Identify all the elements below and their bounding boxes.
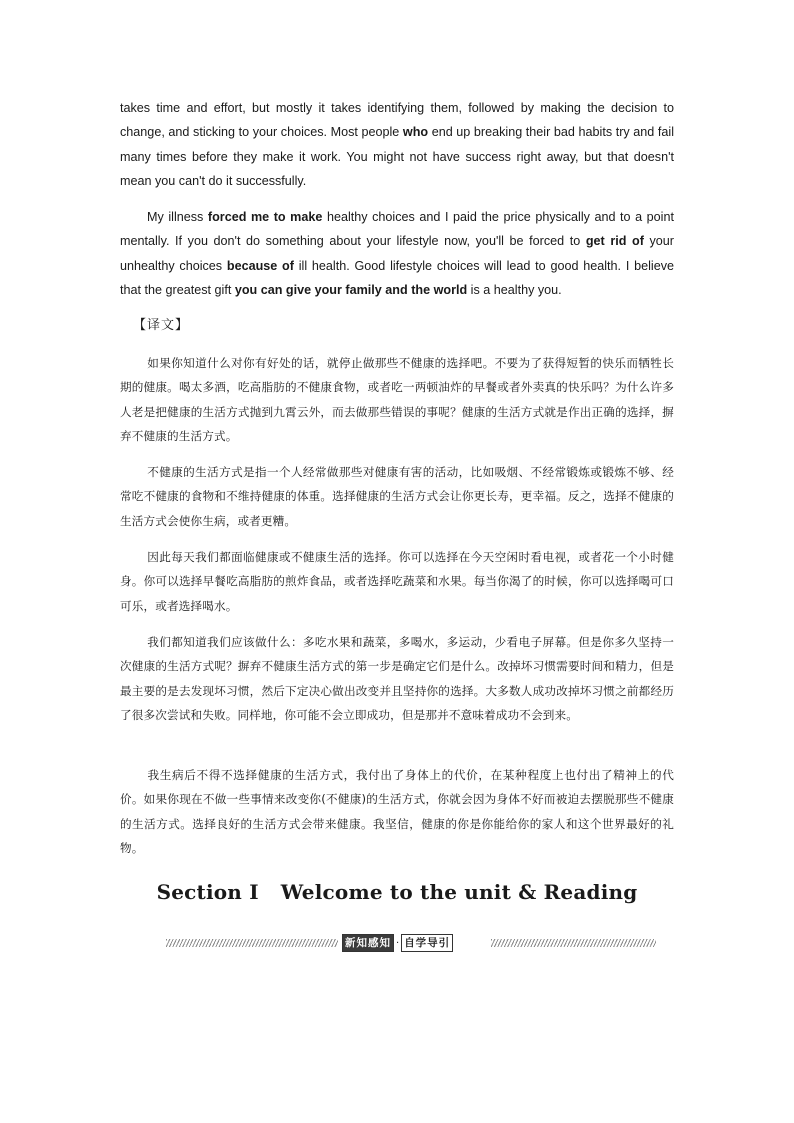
- section-banner: [166, 933, 656, 953]
- chinese-paragraph-1: [120, 351, 674, 449]
- chinese-paragraph-5: [120, 763, 674, 861]
- text-run: 如果你知道什么对你有好处的话，就停止做那些不健康的选择吧。不要为了获得短暂的快乐而牺牲长期的健康。喝太多酒，吃高脂肪的不健康食物，或者吃一两顿油炸的早餐或者外卖真的快乐吗？为什么许多人老是把健康的生活方式抛到九霄云外，而去做那些错误的事呢？健康的生活方式就是作出正确的选择，摒弃不健康的生活方式。: [120, 356, 674, 444]
- banner-right-label: 自学导引: [401, 934, 453, 952]
- chinese-paragraph-4: [120, 630, 674, 728]
- section-heading: [0, 880, 794, 904]
- hatch-decoration-left: [166, 939, 338, 947]
- chinese-paragraph-3: [120, 545, 674, 618]
- text-run: takes time and effort, but mostly it takes identifying them, followed by making the decision to change, and sticking to your choices. Most people: [120, 101, 674, 140]
- section-label: Section: [156, 880, 243, 904]
- bold-phrase: you can give your family and the world: [234, 282, 468, 297]
- banner-left-label: 新知感知: [342, 934, 394, 952]
- bold-phrase: get rid of: [585, 234, 644, 249]
- text-run: your unhealthy choices: [120, 234, 674, 273]
- bold-phrase: because of: [226, 258, 294, 273]
- text-run: is a healthy you.: [467, 282, 562, 297]
- section-title-text: Welcome to the unit & Reading: [280, 880, 638, 904]
- chinese-paragraph-2: [120, 460, 674, 533]
- text-run: healthy choices and I paid the price physically and to a point mentally. If you don't do something about your lifestyle now, you'll be forced to: [120, 210, 674, 249]
- text-run: My illness: [147, 210, 208, 224]
- bold-phrase: forced me to make: [207, 210, 323, 224]
- banner-separator: ·: [396, 937, 400, 949]
- section-numeral: Ⅰ: [249, 880, 259, 904]
- text-run: 不健康的生活方式是指一个人经常做那些对健康有害的活动，比如吸烟、不经常锻炼或锻炼不够、经常吃不健康的食物和不维持健康的体重。选择健康的生活方式会让你更长寿，更幸福。反之，选择不健康的生活方式会使你生病，或者更糟。: [120, 465, 674, 528]
- text-run: 因此每天我们都面临健康或不健康生活的选择。你可以选择在今天空闲时看电视，或者花一个小时健身。你可以选择早餐吃高脂肪的煎炸食品，或者选择吃蔬菜和水果。每当你渴了的时候，你可以选择喝可口可乐，或者选择喝水。: [120, 550, 674, 613]
- hatch-decoration-right: [491, 939, 656, 947]
- text-run: 我生病后不得不选择健康的生活方式，我付出了身体上的代价，在某种程度上也付出了精神上的代价。如果你现在不做一些事情来改变你(不健康)的生活方式，你就会因为身体不好而被迫去摆脱那些不健康的生活方式。选择良好的生活方式会带来健康。我坚信，健康的你是你能给你的家人和这个世界最好的礼物。: [120, 768, 674, 856]
- banner-badges: [342, 933, 488, 953]
- english-paragraph-2: [120, 205, 674, 302]
- bold-phrase: who: [402, 125, 429, 140]
- text-run: 我们都知道我们应该做什么：多吃水果和蔬菜，多喝水，多运动，少看电子屏幕。但是你多久坚持一次健康的生活方式呢？摒弃不健康生活方式的第一步是确定它们是什么。改掉坏习惯需要时间和精力，但是最主要的是去发现坏习惯，然后下定决心做出改变并且坚持你的选择。大多数人成功改掉坏习惯之前都经历了很多次尝试和失败。同样地，你可能不会立即成功，但是那并不意味着成功不会到来。: [120, 635, 674, 723]
- translation-heading: 【译文】: [133, 318, 190, 333]
- text-run: end up breaking their bad habits try and fail many times before they make it work. You might not have success right away, but that doesn't mean you can't do it successfully.: [120, 125, 674, 188]
- text-run: ill health. Good lifestyle choices will lead to good health. I believe that the greatest gift: [120, 258, 674, 297]
- english-paragraph-1: [120, 96, 674, 193]
